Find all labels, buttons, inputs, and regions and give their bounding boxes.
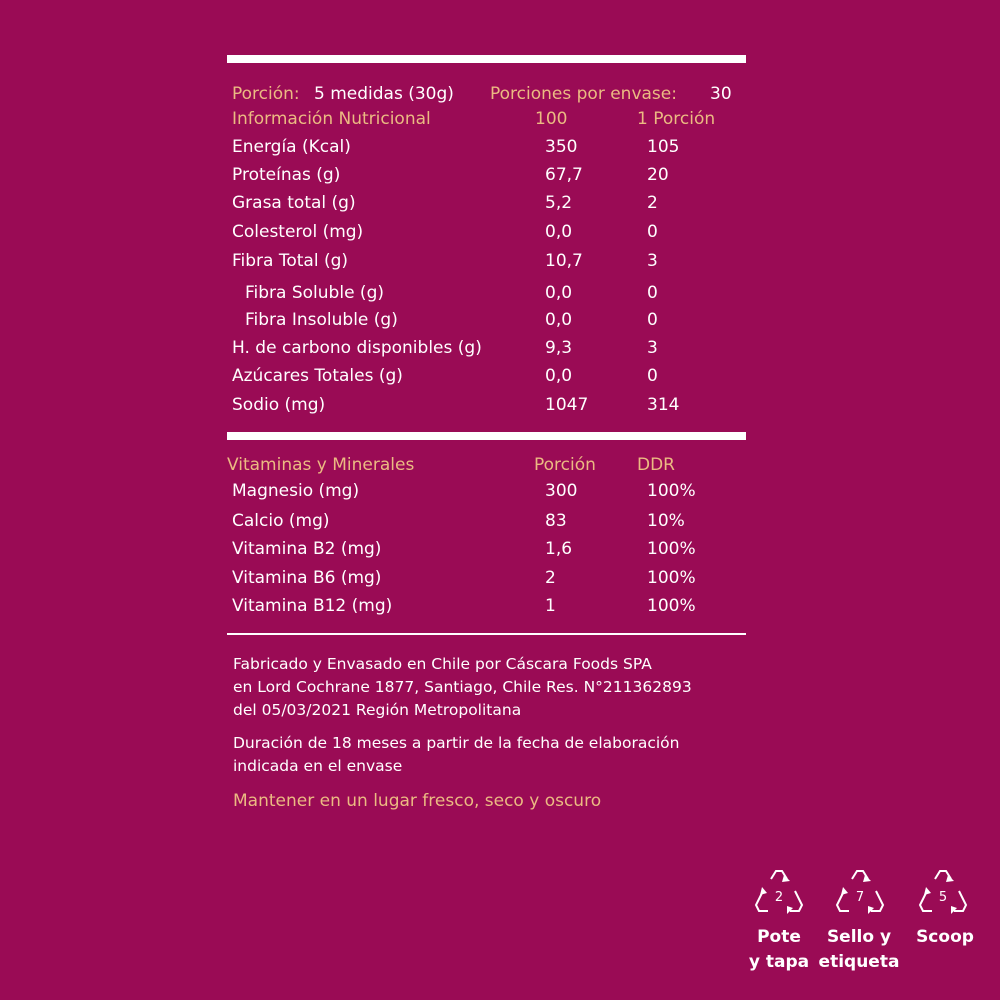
nutrient-portion: 105: [647, 137, 680, 157]
table-row: [227, 509, 746, 533]
nutrient-portion: 0: [647, 222, 658, 242]
nutrient-name: Sodio (mg): [232, 395, 326, 415]
vitamin-ddr: 100%: [647, 596, 696, 616]
vitamin-name: Vitamina B12 (mg): [232, 596, 393, 616]
table-row: [227, 479, 746, 503]
nutrient-name: Fibra Total (g): [232, 251, 349, 271]
manufacturer-line: del 05/03/2021 Región Metropolitana: [233, 701, 522, 719]
table-row: [227, 135, 746, 159]
nutrient-per100: 0,0: [545, 283, 573, 303]
servings-label: Porciones por envase:: [490, 84, 677, 104]
col-100-label: 100: [535, 109, 568, 129]
storage-note: Mantener en un lugar fresco, seco y oscuro: [233, 791, 602, 811]
vitamin-name: Magnesio (mg): [232, 481, 360, 501]
nutrient-name: Azúcares Totales (g): [232, 366, 403, 386]
manufacturer-line: Fabricado y Envasado en Chile por Cáscara Foods SPA: [233, 655, 652, 673]
recycle-code: 2: [774, 890, 784, 905]
recycle-icon: [830, 865, 890, 925]
recycle-label-scoop: [905, 925, 985, 950]
table-row: [227, 281, 746, 305]
table-row: [227, 308, 746, 332]
nutrient-per100: 10,7: [545, 251, 583, 271]
table-row: [227, 163, 746, 187]
top-divider: [227, 55, 746, 63]
table-row: [227, 191, 746, 215]
portion-row: [227, 82, 746, 106]
nutrient-portion: 20: [647, 165, 669, 185]
recycle-code: 7: [855, 890, 865, 905]
vitamin-name: Calcio (mg): [232, 511, 330, 531]
nutrient-portion: 0: [647, 283, 658, 303]
duration-line: Duración de 18 meses a partir de la fecha de elaboración: [233, 734, 680, 752]
nutrient-name: H. de carbono disponibles (g): [232, 338, 482, 358]
recycle-label-sello: [814, 925, 904, 975]
nutrient-portion: 2: [647, 193, 658, 213]
vitamins-col-ddr: DDR: [637, 455, 675, 475]
table-row: [227, 220, 746, 244]
vitamin-ddr: 10%: [647, 511, 685, 531]
nutrient-name: Proteínas (g): [232, 165, 341, 185]
middle-divider: [227, 432, 746, 440]
nutrient-per100: 5,2: [545, 193, 573, 213]
nutrient-per100: 0,0: [545, 310, 573, 330]
vitamin-name: Vitamina B2 (mg): [232, 539, 382, 559]
nutrient-portion: 0: [647, 366, 658, 386]
nutrient-name: Colesterol (mg): [232, 222, 364, 242]
nutrient-portion: 3: [647, 338, 658, 358]
nutrient-per100: 0,0: [545, 222, 573, 242]
recycle-label-pote: [739, 925, 819, 975]
nutrient-per100: 9,3: [545, 338, 573, 358]
vitamin-name: Vitamina B6 (mg): [232, 568, 382, 588]
info-label: Información Nutricional: [232, 109, 431, 129]
vitamin-ddr: 100%: [647, 481, 696, 501]
table-row: [227, 336, 746, 360]
nutrient-per100: 350: [545, 137, 578, 157]
manufacturer-line: en Lord Cochrane 1877, Santiago, Chile Res. N°211362893: [233, 678, 692, 696]
nutrient-per100: 67,7: [545, 165, 583, 185]
vitamins-header-row: [227, 453, 746, 477]
portion-label: Porción:: [232, 84, 300, 104]
recycle-icon: [749, 865, 809, 925]
duration-info: [233, 732, 753, 778]
vitamin-portion: 83: [545, 511, 567, 531]
table-row: [227, 364, 746, 388]
nutrient-name: Energía (Kcal): [232, 137, 351, 157]
nutrient-portion: 3: [647, 251, 658, 271]
portion-value: 5 medidas (30g): [314, 84, 454, 104]
vitamin-portion: 2: [545, 568, 556, 588]
duration-line: indicada en el envase: [233, 757, 403, 775]
table-row: [227, 249, 746, 273]
info-header-row: [227, 107, 746, 131]
recycle-code: 5: [938, 890, 948, 905]
col-portion-label: 1 Porción: [637, 109, 716, 129]
recycle-label-line: Pote: [757, 927, 801, 947]
bottom-divider: [227, 633, 746, 635]
manufacturer-info: [233, 653, 753, 722]
table-row: [227, 393, 746, 417]
recycle-label-line: Sello y: [826, 927, 892, 947]
vitamin-portion: 1,6: [545, 539, 573, 559]
servings-value: 30: [710, 84, 732, 104]
nutrient-portion: 0: [647, 310, 658, 330]
recycle-label-line: Scoop: [916, 927, 974, 947]
nutrient-name: Grasa total (g): [232, 193, 356, 213]
recycle-icon: [913, 865, 973, 925]
nutrient-per100: 1047: [545, 395, 589, 415]
nutrient-per100: 0,0: [545, 366, 573, 386]
vitamin-ddr: 100%: [647, 568, 696, 588]
vitamins-label: Vitaminas y Minerales: [227, 455, 415, 475]
nutrient-portion: 314: [647, 395, 680, 415]
nutrient-name: Fibra Soluble (g): [245, 283, 384, 303]
nutrient-name: Fibra Insoluble (g): [245, 310, 398, 330]
vitamin-portion: 1: [545, 596, 556, 616]
vitamins-col-portion: Porción: [534, 455, 596, 475]
table-row: [227, 566, 746, 590]
recycle-label-line: y tapa: [748, 952, 810, 972]
table-row: [227, 594, 746, 618]
vitamin-portion: 300: [545, 481, 578, 501]
table-row: [227, 537, 746, 561]
vitamin-ddr: 100%: [647, 539, 696, 559]
recycle-label-line: etiqueta: [818, 952, 900, 972]
